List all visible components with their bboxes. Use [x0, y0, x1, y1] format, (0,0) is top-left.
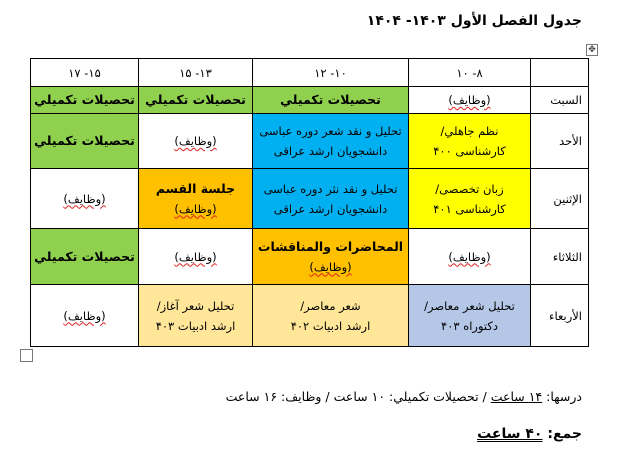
schedule-cell: [31, 169, 139, 229]
day-label: السبت: [531, 87, 589, 114]
cell-line: المحاضرات والمناقشات: [257, 238, 404, 254]
schedule-cell: [139, 114, 253, 169]
schedule-cell: [409, 87, 531, 114]
schedule-cell: [253, 285, 409, 347]
time-slot-header: ۸- ۱۰: [409, 59, 531, 87]
summary-label: درسها:: [542, 389, 582, 404]
schedule-cell: [409, 114, 531, 169]
cell-line: كارشناسی ۴۰۰: [433, 144, 506, 158]
cell-text: (وظايف): [63, 308, 106, 323]
time-slot-header: ۱۰- ۱۲: [253, 59, 409, 87]
day-label: الإثنين: [531, 169, 589, 229]
table-row: [31, 285, 589, 347]
schedule-cell: [139, 169, 253, 229]
hours-summary: [226, 389, 582, 404]
day-label: الأحد: [531, 114, 589, 169]
cell-line: زبان تخصصی/: [435, 181, 504, 196]
cell-line: ارشد ادبيات ۴۰۳: [155, 318, 236, 333]
teaching-hours: ۱۴ ساعت: [490, 389, 543, 404]
schedule-cell: [139, 285, 253, 347]
graduate-hours: تحصيلات تكميلي: ۱۰ ساعت: [333, 389, 479, 404]
time-slot-header: ۱۳- ۱۵: [139, 59, 253, 87]
cell-text: (وظايف): [448, 249, 491, 264]
day-label: الثلاثاء: [531, 229, 589, 285]
cell-line: دانشجويان ارشد عراقی: [273, 201, 388, 216]
schedule-cell: [31, 114, 139, 169]
cell-text: تحصيلات تكميلي: [34, 92, 135, 107]
cell-text: (وظايف): [63, 191, 106, 206]
schedule-cell: [253, 169, 409, 229]
summary-separator: /: [321, 389, 334, 404]
table-row: [31, 114, 589, 169]
cell-line: ارشد ادبيات ۴۰۲: [290, 318, 371, 333]
cell-text: تحصيلات تكميلي: [280, 92, 381, 107]
time-slot-header: ۱۵- ۱۷: [31, 59, 139, 87]
day-label: الأربعاء: [531, 285, 589, 347]
hours-total: [477, 426, 582, 442]
table-move-handle-icon[interactable]: ✥: [586, 44, 598, 56]
total-value: ۴۰ ساعت: [477, 426, 543, 442]
cell-text: (وظايف): [448, 93, 491, 107]
cell-text: تحصيلات تكميلي: [34, 133, 135, 148]
cell-line: تحليل و نقد نثر دوره عباسی: [263, 181, 398, 196]
cell-line: تحليل شعر آغاز/: [156, 298, 235, 313]
schedule-cell: [31, 87, 139, 114]
cell-line: (وظايف): [174, 201, 217, 216]
schedule-cell: [139, 229, 253, 285]
total-label: جمع:: [542, 426, 582, 442]
schedule-cell: [253, 87, 409, 114]
cell-text: تحصيلات تكميلي: [145, 92, 246, 107]
cell-line: دكتوراه ۴۰۳: [441, 318, 498, 333]
cell-text: تحصيلات تكميلي: [34, 248, 135, 264]
schedule-cell: [409, 169, 531, 229]
schedule-cell: [409, 229, 531, 285]
table-row: [31, 87, 589, 114]
cell-line: تحليل شعر معاصر/: [424, 298, 515, 313]
schedule-cell: [253, 229, 409, 285]
table-row: [31, 169, 589, 229]
schedule-cell: [31, 285, 139, 347]
table-resize-handle[interactable]: [20, 349, 33, 362]
schedule-cell: [31, 229, 139, 285]
summary-separator: /: [478, 389, 491, 404]
table-row: [31, 229, 589, 285]
schedule-cell: [409, 285, 531, 347]
header-row: [31, 59, 589, 87]
cell-line: كارشناسی ۴۰۱: [433, 201, 506, 216]
schedule-cell: [139, 87, 253, 114]
cell-line: نظم جاهلي/: [440, 124, 499, 138]
cell-text: (وظايف): [174, 249, 217, 264]
duties-hours: وظايف: ۱۶ ساعت: [225, 389, 322, 404]
cell-line: شعر معاصر/: [300, 298, 361, 313]
cell-line: جلسة القسم: [155, 180, 236, 196]
cell-line: دانشجويان ارشد عراقی: [273, 144, 388, 158]
cell-line: (وظايف): [309, 259, 352, 274]
document-title: جدول الفصل الأول ۱۴۰۳- ۱۴۰۴: [366, 13, 582, 29]
schedule-cell: [253, 114, 409, 169]
cell-text: (وظايف): [174, 134, 217, 148]
schedule-table: [30, 58, 589, 347]
header-corner-cell: [531, 59, 589, 87]
cell-line: تحليل و نقد شعر دوره عباسی: [259, 124, 402, 138]
